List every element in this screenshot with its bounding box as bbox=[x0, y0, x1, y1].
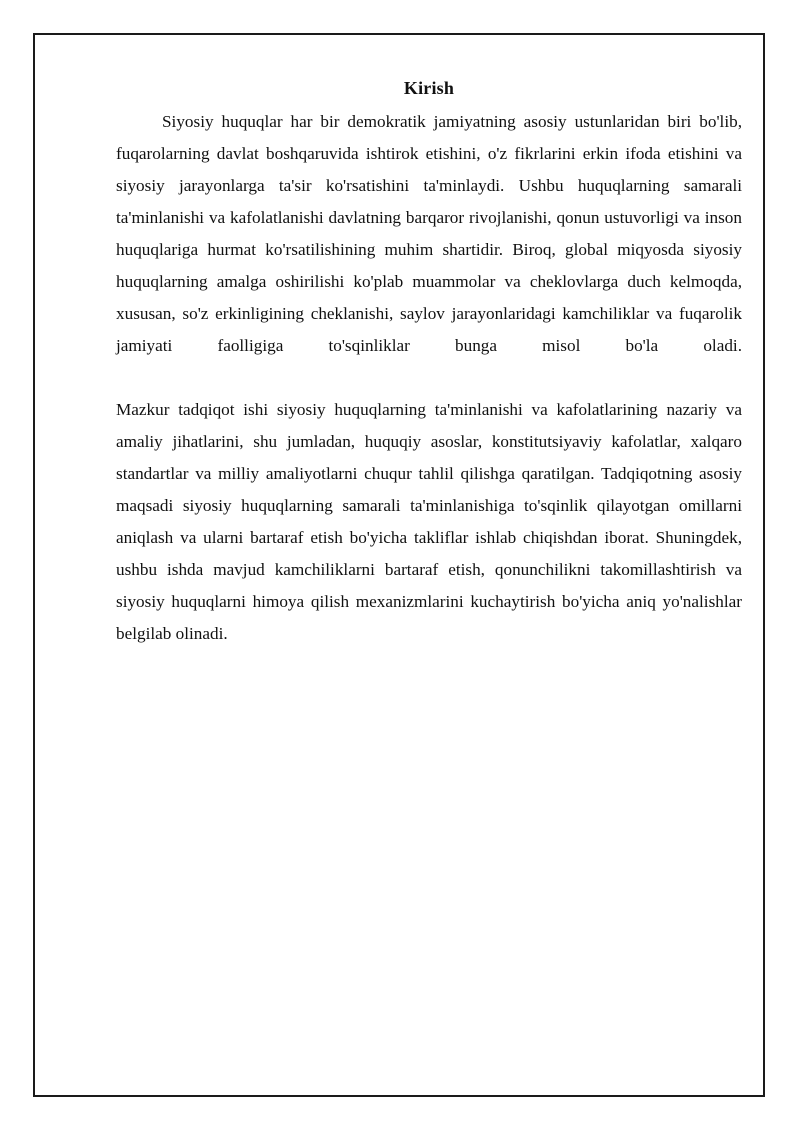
paragraph-intro: Siyosiy huquqlar har bir demokratik jamiyatning asosiy ustunlaridan biri bo'lib, fuqarolarning davlat boshqaruvida ishtirok etishini, o'z fikrlarini erkin ifoda etishini va siyosiy jarayonlarga ta'sir ko'rsatishini ta'minlaydi. Ushbu huquqlarning samarali ta'minlanishi va kafolatlanishi davlatning barqaror rivojlanishi, qonun ustuvorligi va inson huquqlariga hurmat ko'rsatilishining muhim shartidir. Biroq, global miqyosda siyosiy huquqlarning amalga oshirilishi ko'plab muammolar va cheklovlarga duch kelmoqda, xususan, so'z erkinligining cheklanishi, saylov jarayonlaridagi kamchiliklar va fuqarolik jamiyati faolligiga to'sqinliklar bunga misol bo'la oladi. bbox=[116, 112, 742, 355]
paragraph-research-aim: Mazkur tadqiqot ishi siyosiy huquqlarning ta'minlanishi va kafolatlarining nazariy va amaliy jihatlarini, shu jumladan, huquqiy asoslar, konstitutsiyaviy kafolatlar, xalqaro standartlar va milliy amaliyotlarni chuqur tahlil qilishga qaratilgan. Tadqiqotning asosiy maqsadi siyosiy huquqlarning samarali ta'minlanishiga to'sqinlik qilayotgan omillarni aniqlash va ularni bartaraf etish bo'yicha takliflar ishlab chiqishdan iborat. Shuningdek, ushbu ishda mavjud kamchiliklarni bartaraf etish, qonunchilikni takomillashtirish va siyosiy huquqlarni himoya qilish mexanizmlarini kuchaytirish bo'yicha aniq yo'nalishlar belgilab olinadi. bbox=[116, 400, 742, 643]
document-heading: Kirish bbox=[403, 78, 455, 98]
document-body bbox=[116, 76, 742, 650]
